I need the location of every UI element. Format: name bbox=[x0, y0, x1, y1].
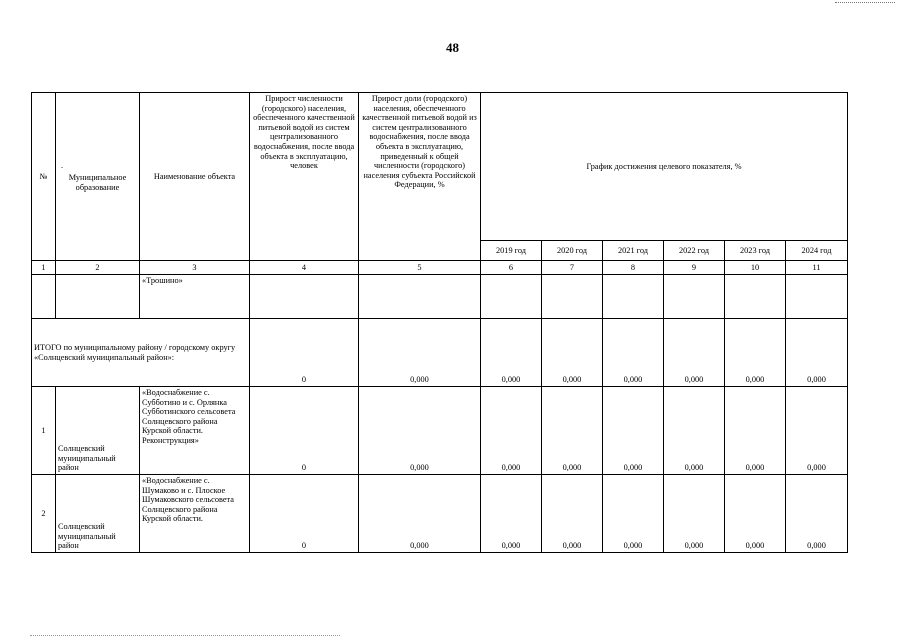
row-year-value: 0,000 bbox=[664, 387, 725, 475]
header-schedule: График достижения целевого показателя, % bbox=[481, 93, 848, 241]
table-row-total bbox=[32, 319, 848, 387]
col-number: 4 bbox=[250, 261, 359, 275]
col-number: 6 bbox=[481, 261, 542, 275]
header-year-2023: 2023 год bbox=[725, 241, 786, 261]
header-municipality bbox=[56, 93, 140, 261]
row-year-value: 0,000 bbox=[786, 475, 848, 553]
total-growth-share: 0,000 bbox=[359, 319, 481, 387]
header-no: № bbox=[32, 93, 56, 261]
total-year-value: 0,000 bbox=[481, 319, 542, 387]
total-year-value: 0,000 bbox=[603, 319, 664, 387]
row-number: 1 bbox=[32, 387, 56, 475]
header-year-2024: 2024 год bbox=[786, 241, 848, 261]
header-object: Наименование объекта bbox=[140, 93, 250, 261]
row-year-value: 0,000 bbox=[603, 387, 664, 475]
row-year-value: 0,000 bbox=[542, 387, 603, 475]
row-object: «Водоснабжение с. Шумаково и с. Плоское Шумаковского сельсовета Солнцевского района Курской области. bbox=[140, 475, 250, 553]
row-year-value: 0,000 bbox=[481, 387, 542, 475]
row-growth-share: 0,000 bbox=[359, 387, 481, 475]
row-growth-population: 0 bbox=[250, 475, 359, 553]
col-number: 10 bbox=[725, 261, 786, 275]
header-row bbox=[32, 93, 848, 241]
header-growth-share: Прирост доли (городского) населения, обеспеченного качественной питьевой водой из систем централизованного водоснабжения, после ввода объекта в эксплуатацию, приведенный к общей численности (городского) населения субъекта Российской Федерации, % bbox=[359, 93, 481, 261]
row-year-value: 0,000 bbox=[664, 475, 725, 553]
col-number: 8 bbox=[603, 261, 664, 275]
total-year-value: 0,000 bbox=[542, 319, 603, 387]
row-municipality: Солнцевский муниципальный район bbox=[56, 387, 140, 475]
scan-artifact-bottom bbox=[30, 635, 340, 637]
total-year-value: 0,000 bbox=[725, 319, 786, 387]
row-growth-population: 0 bbox=[250, 387, 359, 475]
row-number: 2 bbox=[32, 475, 56, 553]
scan-artifact-top bbox=[835, 2, 895, 4]
col-number: 5 bbox=[359, 261, 481, 275]
table-row-continuation bbox=[32, 275, 848, 319]
row-object: «Водоснабжение с. Субботино и с. Орлянка Субботинского сельсовета Солнцевского района Курской области. Реконструкция» bbox=[140, 387, 250, 475]
row-year-value: 0,000 bbox=[725, 475, 786, 553]
row-year-value: 0,000 bbox=[481, 475, 542, 553]
header-municipality-label: Муниципальное образование bbox=[68, 172, 127, 192]
col-number: 9 bbox=[664, 261, 725, 275]
col-number: 2 bbox=[56, 261, 140, 275]
page-number: 48 bbox=[446, 40, 459, 55]
header-year-2021: 2021 год bbox=[603, 241, 664, 261]
target-indicator-table bbox=[31, 92, 848, 553]
header-growth-population: Прирост численности (городского) населения, обеспеченного качественной питьевой водой из систем централизованного водоснабжения, после ввода объекта в эксплуатацию, человек bbox=[250, 93, 359, 261]
header-dot-mark: . bbox=[61, 160, 64, 170]
row-year-value: 0,000 bbox=[786, 387, 848, 475]
row-municipality: Солнцевский муниципальный район bbox=[56, 475, 140, 553]
row-year-value: 0,000 bbox=[542, 475, 603, 553]
col-number: 1 bbox=[32, 261, 56, 275]
total-year-value: 0,000 bbox=[786, 319, 848, 387]
header-year-2020: 2020 год bbox=[542, 241, 603, 261]
col-number: 11 bbox=[786, 261, 848, 275]
col-number: 3 bbox=[140, 261, 250, 275]
row-year-value: 0,000 bbox=[725, 387, 786, 475]
row-year-value: 0,000 bbox=[603, 475, 664, 553]
total-year-value: 0,000 bbox=[664, 319, 725, 387]
row-growth-share: 0,000 bbox=[359, 475, 481, 553]
row-object: «Трошино» bbox=[140, 275, 250, 319]
column-numbers-row bbox=[32, 261, 848, 275]
table-row bbox=[32, 475, 848, 553]
col-number: 7 bbox=[542, 261, 603, 275]
table-row bbox=[32, 387, 848, 475]
header-year-2022: 2022 год bbox=[664, 241, 725, 261]
total-growth-population: 0 bbox=[250, 319, 359, 387]
header-year-2019: 2019 год bbox=[481, 241, 542, 261]
total-label: ИТОГО по муниципальному району / городскому округу «Солнцевский муниципальный район»: bbox=[32, 319, 250, 387]
